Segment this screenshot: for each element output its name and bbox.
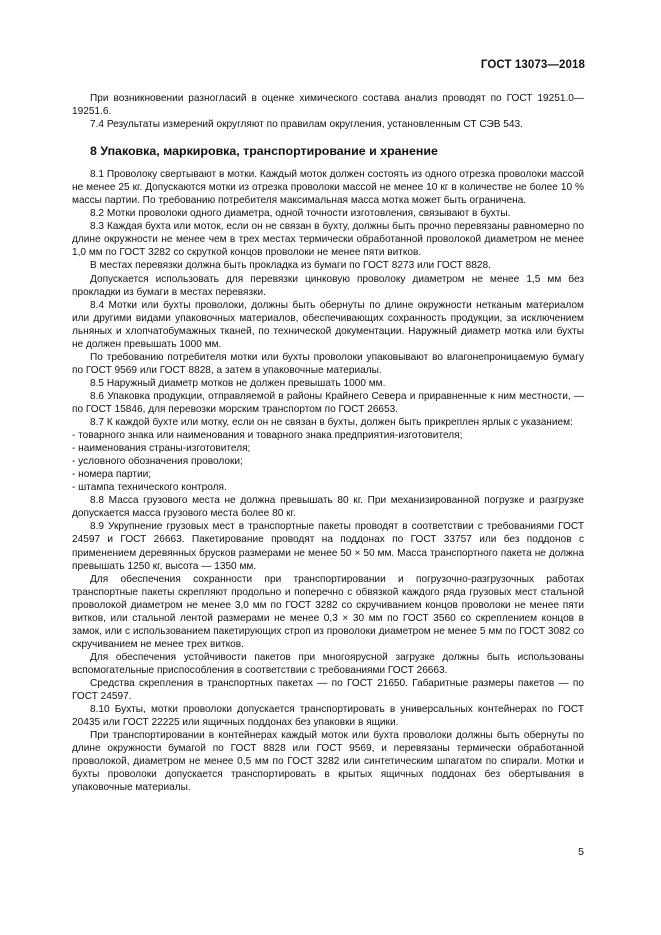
paragraph-8-9-safety: Для обеспечения сохранности при транспортировании и погрузочно-разгрузочных работах транспортные пакеты скрепляют продольно и поперечно с обвязкой каждого ряда грузовых мест стальной проволокой диаметром не менее 3,0 мм по ГОСТ 3282 со скручиванием концов проволоки не менее пяти витков, или стальной лентой размерами не менее 0,3 × 30 мм по ГОСТ 3560 со скреплением концов в замок, или с использованием пакетирующих строп из проволоки диаметром не менее 5 мм по ГОСТ 3082 со скручиванием не менее трех витков. bbox=[72, 573, 584, 650]
list-item: - товарного знака или наименования и товарного знака предприятия-изготовителя; bbox=[72, 430, 463, 442]
paragraph-8-7: 8.7 К каждой бухте или мотку, если он не связан в бухты, должен быть прикреплен ярлык с указанием: bbox=[90, 417, 573, 429]
page-body bbox=[72, 92, 584, 794]
intro-paragraph-1: При возникновении разногласий в оценке химического состава анализ проводят по ГОСТ 19251.0—19251.6. bbox=[72, 93, 584, 118]
paragraph-8-3-tie: В местах перевязки должна быть прокладка из бумаги по ГОСТ 8273 или ГОСТ 8828. bbox=[90, 260, 491, 272]
paragraph-8-1: 8.1 Проволоку свертывают в мотки. Каждый моток должен состоять из одного отрезка проволоки массой не менее 25 кг. Допускаются мотки из отрезка проволоки массой не менее 10 кг в количестве не более 10 % массы партии. По требованию потребителя максимальная масса мотка может быть ограничена. bbox=[72, 169, 584, 207]
paragraph-8-9-stability: Для обеспечения устойчивости пакетов при многоярусной загрузке должны быть использованы вспомогательные приспособления в соответствии с требованиями ГОСТ 26663. bbox=[72, 651, 584, 676]
paragraph-8-4: 8.4 Мотки или бухты проволоки, должны быть обернуты по длине окружности нетканым материалом или другими видами упаковочных материалов, обеспечивающих сохранность продукции, за исключением льняных и хлопчатобумажных тканей, по технической документации. Наружный диаметр мотка или бухты не должен превышать 1000 мм. bbox=[72, 299, 584, 350]
list-item: - наименования страны-изготовителя; bbox=[72, 443, 251, 455]
paragraph-8-10: 8.10 Бухты, мотки проволоки допускается транспортировать в универсальных контейнерах по ГОСТ 20435 или ГОСТ 22225 или ящичных поддонах без упаковки в ящики. bbox=[72, 704, 584, 729]
list-item: - штампа технического контроля. bbox=[72, 482, 227, 494]
paragraph-8-3: 8.3 Каждая бухта или моток, если он не связан в бухту, должны быть прочно перевязаны равномерно по длине окружности не менее чем в трех местах термически обработанной проволокой диаметром не менее 1,0 мм по ГОСТ 3282 со скруткой концов проволоки не менее пяти витков. bbox=[72, 221, 584, 259]
paragraph-8-3-zinc: Допускается использовать для перевязки цинковую проволоку диаметром не менее 1,5 мм без прокладки из бумаги в местах перевязки. bbox=[72, 273, 584, 298]
list-item: - номера партии; bbox=[72, 469, 152, 481]
document-header: ГОСТ 13073—2018 bbox=[480, 59, 585, 71]
paragraph-8-6: 8.6 Упаковка продукции, отправляемой в районы Крайнего Севера и приравненные к ним местности, — по ГОСТ 15846, для перевозки морским транспортом по ГОСТ 26653. bbox=[72, 390, 584, 415]
paragraph-8-9-fastening: Средства скрепления в транспортных пакетах — по ГОСТ 21650. Габаритные размеры пакетов — по ГОСТ 24597. bbox=[72, 677, 584, 703]
paragraph-8-8: 8.8 Масса грузового места не должна превышать 80 кг. При механизированной погрузке и разгрузке допускается масса грузового места более 80 кг. bbox=[72, 495, 584, 520]
paragraph-8-10-containers: При транспортировании в контейнерах каждый моток или бухта проволоки должны быть обернуты по длине окружности бумагой по ГОСТ 8828 или ГОСТ 9569, и перевязаны термически обработанной проволокой, диаметром не менее 0,5 мм по ГОСТ 3282 или синтетическим шпагатом по спирали. Мотки и бухты проволоки допускается транспортировать в крытых ящичных поддонах без обертывания в упаковочные материалы. bbox=[72, 730, 584, 794]
paragraph-8-4-customer: По требованию потребителя мотки или бухты проволоки упаковывают во влагонепроницаемую бумагу по ГОСТ 9569 или ГОСТ 8828, а затем в упаковочные материалы. bbox=[72, 351, 584, 376]
list-item: - условного обозначения проволоки; bbox=[72, 456, 243, 468]
paragraph-8-5: 8.5 Наружный диаметр мотков не должен превышать 1000 мм. bbox=[90, 377, 386, 389]
section-title: 8 Упаковка, маркировка, транспортирование и хранение bbox=[90, 144, 438, 159]
paragraph-8-2: 8.2 Мотки проволоки одного диаметра, одной точности изготовления, связывают в бухты. bbox=[90, 208, 511, 220]
page-number: 5 bbox=[578, 846, 584, 858]
intro-paragraph-2: 7.4 Результаты измерений округляют по правилам округления, установленным СТ СЭВ 543. bbox=[90, 119, 523, 131]
paragraph-8-9: 8.9 Укрупнение грузовых мест в транспортные пакеты проводят в соответствии с требованиями ГОСТ 24597 и ГОСТ 26663. Пакетирование проводят на поддонах по ГОСТ 33757 или без поддонов с применением деревянных брусков размерами не менее 50 × 50 мм. Масса транспортного пакета не должна превышать 1250 кг, высота — 1350 мм. bbox=[72, 521, 584, 572]
